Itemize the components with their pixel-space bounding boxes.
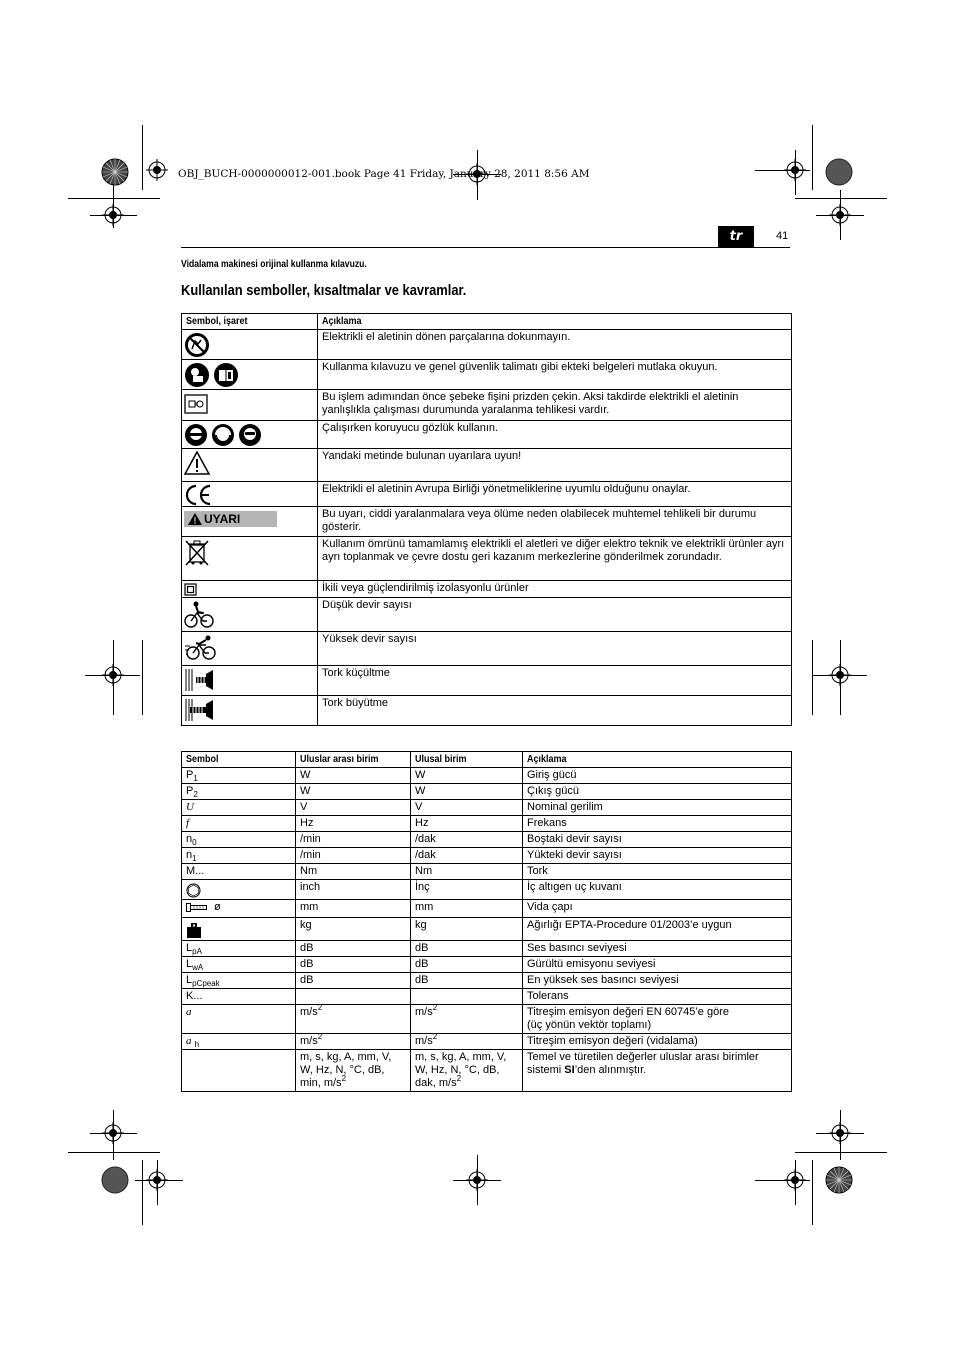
registration-mark-icon [466,1169,488,1191]
description-cell: Titreşim emisyon değeri EN 60745’e göre (üç yönün vektör toplamı) [523,1005,792,1034]
table-row [182,973,792,989]
description-cell: Tork [523,864,792,880]
description-cell: Yandaki metinde bulunan uyarılara uyun! [318,449,792,482]
symbol-cell: $L_{pCpeak}$ [182,973,296,989]
screw-diameter-icon [186,903,208,912]
table-row [182,1005,792,1034]
table-row [182,941,792,957]
column-header: Sembol, işaret [182,314,318,330]
intl-unit-cell: kg [296,918,411,941]
table-row [182,1050,792,1092]
uyari-warning-label: UYARI [184,511,277,527]
table-row [182,900,792,918]
description-cell: Yüksek devir sayısı [318,632,792,666]
description-cell: Tolerans [523,989,792,1005]
symbol-cell [182,598,318,632]
intl-unit-cell: dB [296,957,411,973]
national-unit-cell: Hz [411,816,523,832]
book-info-line: OBJ_BUCH-0000000012-001.book Page 41 Friday, January 28, 2011 8:56 AM [178,168,590,180]
intl-unit-cell: W [296,784,411,800]
column-header: Uluslar arası birim [296,752,411,768]
description-cell: Vida çapı [523,900,792,918]
table-row [182,989,792,1005]
description-cell: İkili veya güçlendirilmiş izolasyonlu ürünler [318,581,792,598]
hexagon-socket-icon [186,883,201,898]
wear-ear-protection-icon [211,423,235,447]
national-unit-cell: $m/s^2$ [411,1005,523,1034]
national-unit-cell: /dak [411,848,523,864]
symbol-cell [182,1050,296,1092]
table-row [182,864,792,880]
table-row [182,880,792,900]
symbol-cell: $P_1$ [182,768,296,784]
national-unit-cell: m, s, kg, A, mm, V, W, Hz, N, °C, dB, dak, $m/s^2$ [411,1050,523,1092]
color-rosette-icon [101,158,129,186]
registration-mark-icon [784,1169,806,1191]
header-divider [181,247,790,248]
description-cell: Tork küçültme [318,666,792,696]
page-number: 41 [776,230,789,242]
color-rosette-icon [825,1166,853,1194]
symbol-cell [182,507,318,537]
table-row [182,832,792,848]
national-unit-cell: kg [411,918,523,941]
intl-unit-cell: $m/s^2$ [296,1034,411,1050]
symbol-cell: $L_{wA}$ [182,957,296,973]
description-cell: Bu uyarı, ciddi yaralanmalara veya ölüme neden olabilecek muhtemel tehlikeli bir durumu gösterir. [318,507,792,537]
torque-decrease-icon [184,668,216,692]
low-speed-bicycle-icon [184,600,214,628]
national-unit-cell: dB [411,973,523,989]
table-row [182,1034,792,1050]
national-unit-cell: W [411,768,523,784]
registration-mark-icon [829,664,851,686]
table-row [182,784,792,800]
intl-unit-cell: /min [296,832,411,848]
description-cell: Gürültü emisyonu seviyesi [523,957,792,973]
intl-unit-cell: W [296,768,411,784]
table-row [182,330,792,360]
symbol-cell [182,666,318,696]
description-cell: Yükteki devir sayısı [523,848,792,864]
description-cell: En yüksek ses basıncı seviyesi [523,973,792,989]
description-cell: Temel ve türetilen değerler uluslar arası birimler sistemi SI’den alınmıştır. [523,1050,792,1092]
symbol-cell [182,449,318,482]
symbol-cell: a $_h$ [182,1034,296,1050]
description-cell: Ses basıncı seviyesi [523,941,792,957]
wear-mask-icon [238,423,262,447]
warning-triangle-icon [184,451,210,475]
description-cell: Çıkış gücü [523,784,792,800]
description-cell: Düşük devir sayısı [318,598,792,632]
description-cell: Elektrikli el aletinin dönen parçalarına dokunmayın. [318,330,792,360]
symbol-cell [182,360,318,390]
torque-increase-icon [184,698,216,722]
registration-mark-icon [829,1122,851,1144]
registration-mark-icon [784,159,806,181]
symbol-cell [182,696,318,726]
national-unit-cell: dB [411,941,523,957]
national-unit-cell: İnç [411,880,523,900]
registration-mark-icon [146,1169,168,1191]
table-row [182,848,792,864]
description-cell: Frekans [523,816,792,832]
intl-unit-cell: mm [296,900,411,918]
table-row [182,482,792,507]
table-row [182,421,792,449]
table-row [182,768,792,784]
registration-mark-icon [829,204,851,226]
national-unit-cell: $m/s^2$ [411,1034,523,1050]
table-row [182,918,792,941]
national-unit-cell [411,989,523,1005]
symbol-cell [182,390,318,421]
language-badge: tr [718,226,754,247]
description-cell: Nominal gerilim [523,800,792,816]
symbol-cell [182,537,318,581]
table-row [182,598,792,632]
table-row [182,957,792,973]
no-touch-rotating-parts-icon [184,332,210,358]
intl-unit-cell: Nm [296,864,411,880]
description-cell: Bu işlem adımından önce şebeke fişini prizden çekin. Aksi takdirde elektrikli el aletinin yanlışlıkla çalışması durumunda yaralanma tehlikesi vardır. [318,390,792,421]
registration-mark-icon [146,159,168,181]
symbol-cell: $n_0$ [182,832,296,848]
symbol-cell [182,632,318,666]
registration-mark-icon [102,664,124,686]
national-unit-cell: Nm [411,864,523,880]
section-title: Kullanılan semboller, kısaltmalar ve kavramlar. [181,282,467,299]
description-cell: Elektrikli el aletinin Avrupa Birliği yönetmeliklerine uyumlu olduğunu onaylar. [318,482,792,507]
description-cell: Giriş gücü [523,768,792,784]
symbols-table [181,313,792,726]
column-header: Açıklama [523,752,792,768]
table-row [182,390,792,421]
warning-triangle-icon [188,513,202,525]
description-cell: İç altıgen uç kuvanı [523,880,792,900]
national-unit-cell: dB [411,957,523,973]
column-header: Ulusal birim [411,752,523,768]
intl-unit-cell: Hz [296,816,411,832]
description-cell: Çalışırken koruyucu gözlük kullanın. [318,421,792,449]
read-manual-icon [184,362,210,388]
symbol-cell: M... [182,864,296,880]
weight-icon [186,922,202,938]
intl-unit-cell: /min [296,848,411,864]
description-cell: Ağırlığı EPTA-Procedure 01/2003’e uygun [523,918,792,941]
description-cell: Boştaki devir sayısı [523,832,792,848]
table-row [182,800,792,816]
intl-unit-cell: inch [296,880,411,900]
symbol-cell [182,918,296,941]
intl-unit-cell: V [296,800,411,816]
national-unit-cell: mm [411,900,523,918]
symbol-cell: $P_2$ [182,784,296,800]
intl-unit-cell: dB [296,973,411,989]
symbol-cell [182,581,318,598]
intl-unit-cell: $m/s^2$ [296,1005,411,1034]
registration-mark-icon [102,204,124,226]
table-row [182,816,792,832]
document-subtitle: Vidalama makinesi orijinal kullanma kılavuzu. [181,259,367,270]
symbol-cell: $L_{pA}$ [182,941,296,957]
symbol-cell [182,880,296,900]
table-row [182,537,792,581]
read-manual-icon [213,362,239,388]
description-cell: Kullanım ömrünü tamamlamış elektrikli el aletleri ve diğer elektro teknik ve elektrikli ürünler ayrı ayrı toplanmak ve çevre dostu geri kazanım merkezlerine gönderilmek zorundadır. [318,537,792,581]
national-unit-cell: V [411,800,523,816]
unplug-icon [184,392,208,416]
column-header: Sembol [182,752,296,768]
intl-unit-cell: dB [296,941,411,957]
intl-unit-cell [296,989,411,1005]
symbol-cell: K... [182,989,296,1005]
intl-unit-cell: m, s, kg, A, mm, V, W, Hz, N, °C, dB, min, $m/s^2$ [296,1050,411,1092]
symbol-cell: f [182,816,296,832]
table-row [182,696,792,726]
table-row [182,666,792,696]
table-header-row [182,314,792,330]
high-speed-bicycle-icon [184,634,216,660]
units-table [181,751,792,1092]
symbol-cell [182,421,318,449]
table-row [182,360,792,390]
description-cell: Titreşim emisyon değeri (vidalama) [523,1034,792,1050]
table-row [182,581,792,598]
symbol-cell: a [182,1005,296,1034]
symbol-cell [182,330,318,360]
symbol-cell: U [182,800,296,816]
description-cell: Kullanma kılavuzu ve genel güvenlik talimatı gibi ekteki belgeleri mutlaka okuyun. [318,360,792,390]
ce-mark-icon [184,484,214,506]
table-row [182,449,792,482]
symbol-cell [182,482,318,507]
symbol-cell: $n_1$ [182,848,296,864]
registration-mark-icon [102,1122,124,1144]
national-unit-cell: W [411,784,523,800]
double-insulation-icon [184,583,197,596]
symbol-cell: ø [182,900,296,918]
national-unit-cell: /dak [411,832,523,848]
table-row [182,507,792,537]
grey-dot-icon [101,1166,129,1194]
table-header-row [182,752,792,768]
column-header: Açıklama [318,314,792,330]
wear-goggles-icon [184,423,208,447]
weee-bin-icon [184,539,210,567]
grey-dot-icon [825,158,853,186]
table-row [182,632,792,666]
description-cell: Tork büyütme [318,696,792,726]
